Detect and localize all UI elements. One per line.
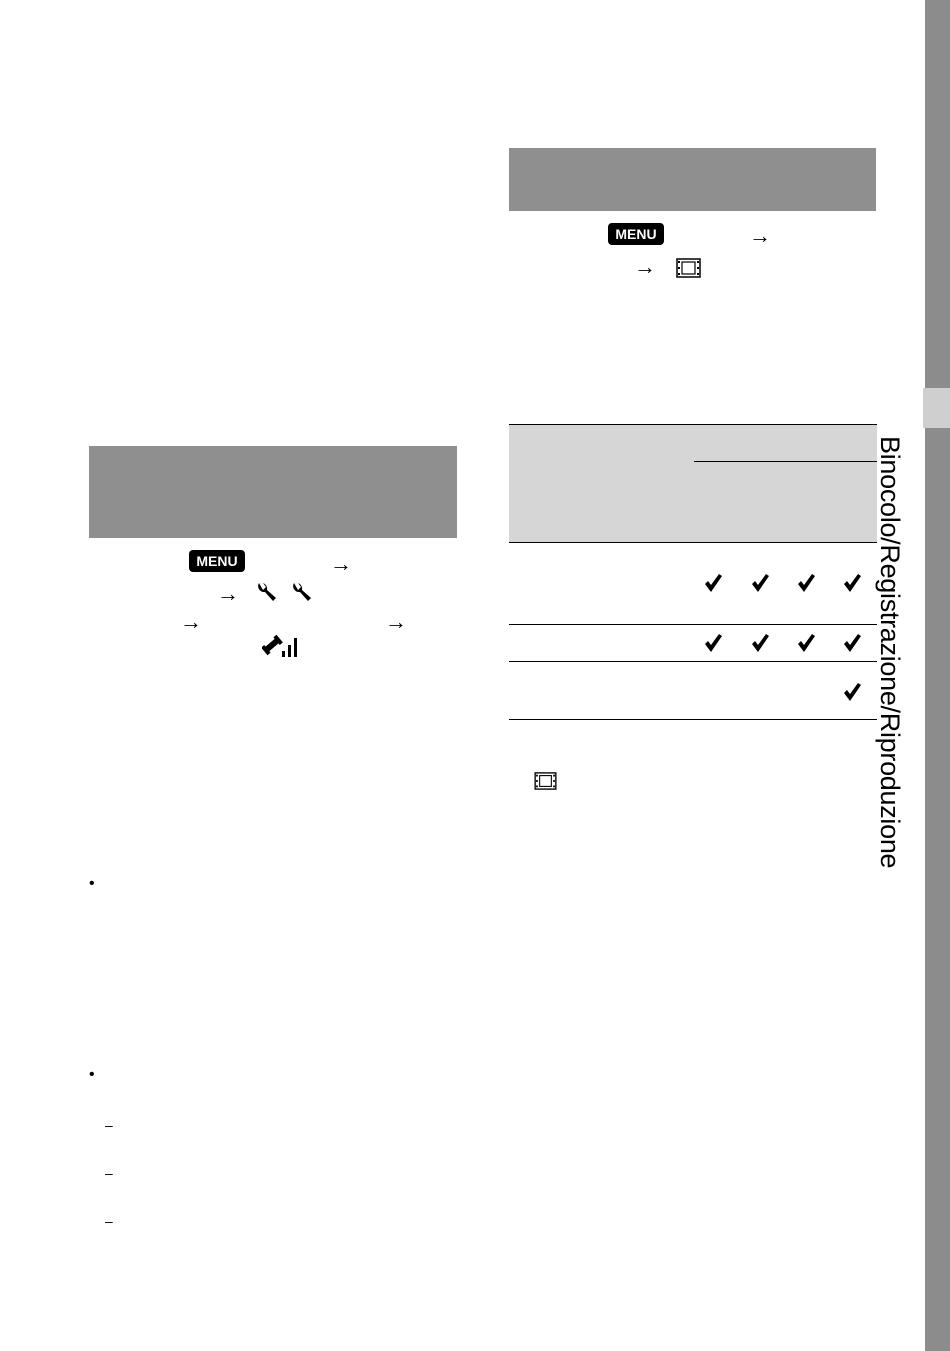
- check-icon: [842, 633, 862, 653]
- check-icon: [796, 573, 816, 593]
- dash-marker: –: [105, 1165, 113, 1181]
- check-icon: [703, 573, 723, 593]
- gps-signal-icon: [262, 633, 298, 659]
- chapter-title: Binocolo/Registrazione/Riproduzione: [875, 436, 905, 869]
- arrow-icon: →: [330, 551, 352, 576]
- wrench-icon: [290, 581, 312, 603]
- bullet-marker: •: [89, 875, 95, 892]
- check-icon: [842, 682, 862, 702]
- table-header-subrule: [694, 461, 877, 462]
- check-icon: [703, 633, 723, 653]
- dash-marker: –: [105, 1117, 113, 1133]
- check-icon: [750, 633, 770, 653]
- arrow-icon: →: [385, 609, 407, 634]
- check-icon: [842, 573, 862, 593]
- arrow-icon: →: [749, 223, 771, 248]
- film-strip-icon: [676, 258, 701, 278]
- menu-button-icon: MENU: [189, 550, 245, 572]
- right-section-header: [509, 148, 876, 211]
- chapter-tab-marker: [923, 388, 950, 428]
- arrow-icon: →: [634, 254, 656, 279]
- table-row-divider: [509, 624, 877, 625]
- arrow-icon: →: [217, 581, 239, 606]
- arrow-icon: →: [180, 609, 202, 634]
- table-row-divider: [509, 542, 877, 543]
- wrench-icon: [255, 581, 277, 603]
- check-icon: [750, 573, 770, 593]
- film-strip-icon: [534, 772, 557, 790]
- bullet-marker: •: [89, 1066, 95, 1083]
- table-bottom-rule: [509, 719, 877, 720]
- table-header: [509, 425, 877, 542]
- menu-button-icon: MENU: [608, 223, 664, 245]
- chapter-side-strip: [925, 0, 950, 1351]
- left-section-header: [89, 446, 457, 538]
- table-row-divider: [509, 661, 877, 662]
- dash-marker: –: [105, 1213, 113, 1229]
- check-icon: [796, 633, 816, 653]
